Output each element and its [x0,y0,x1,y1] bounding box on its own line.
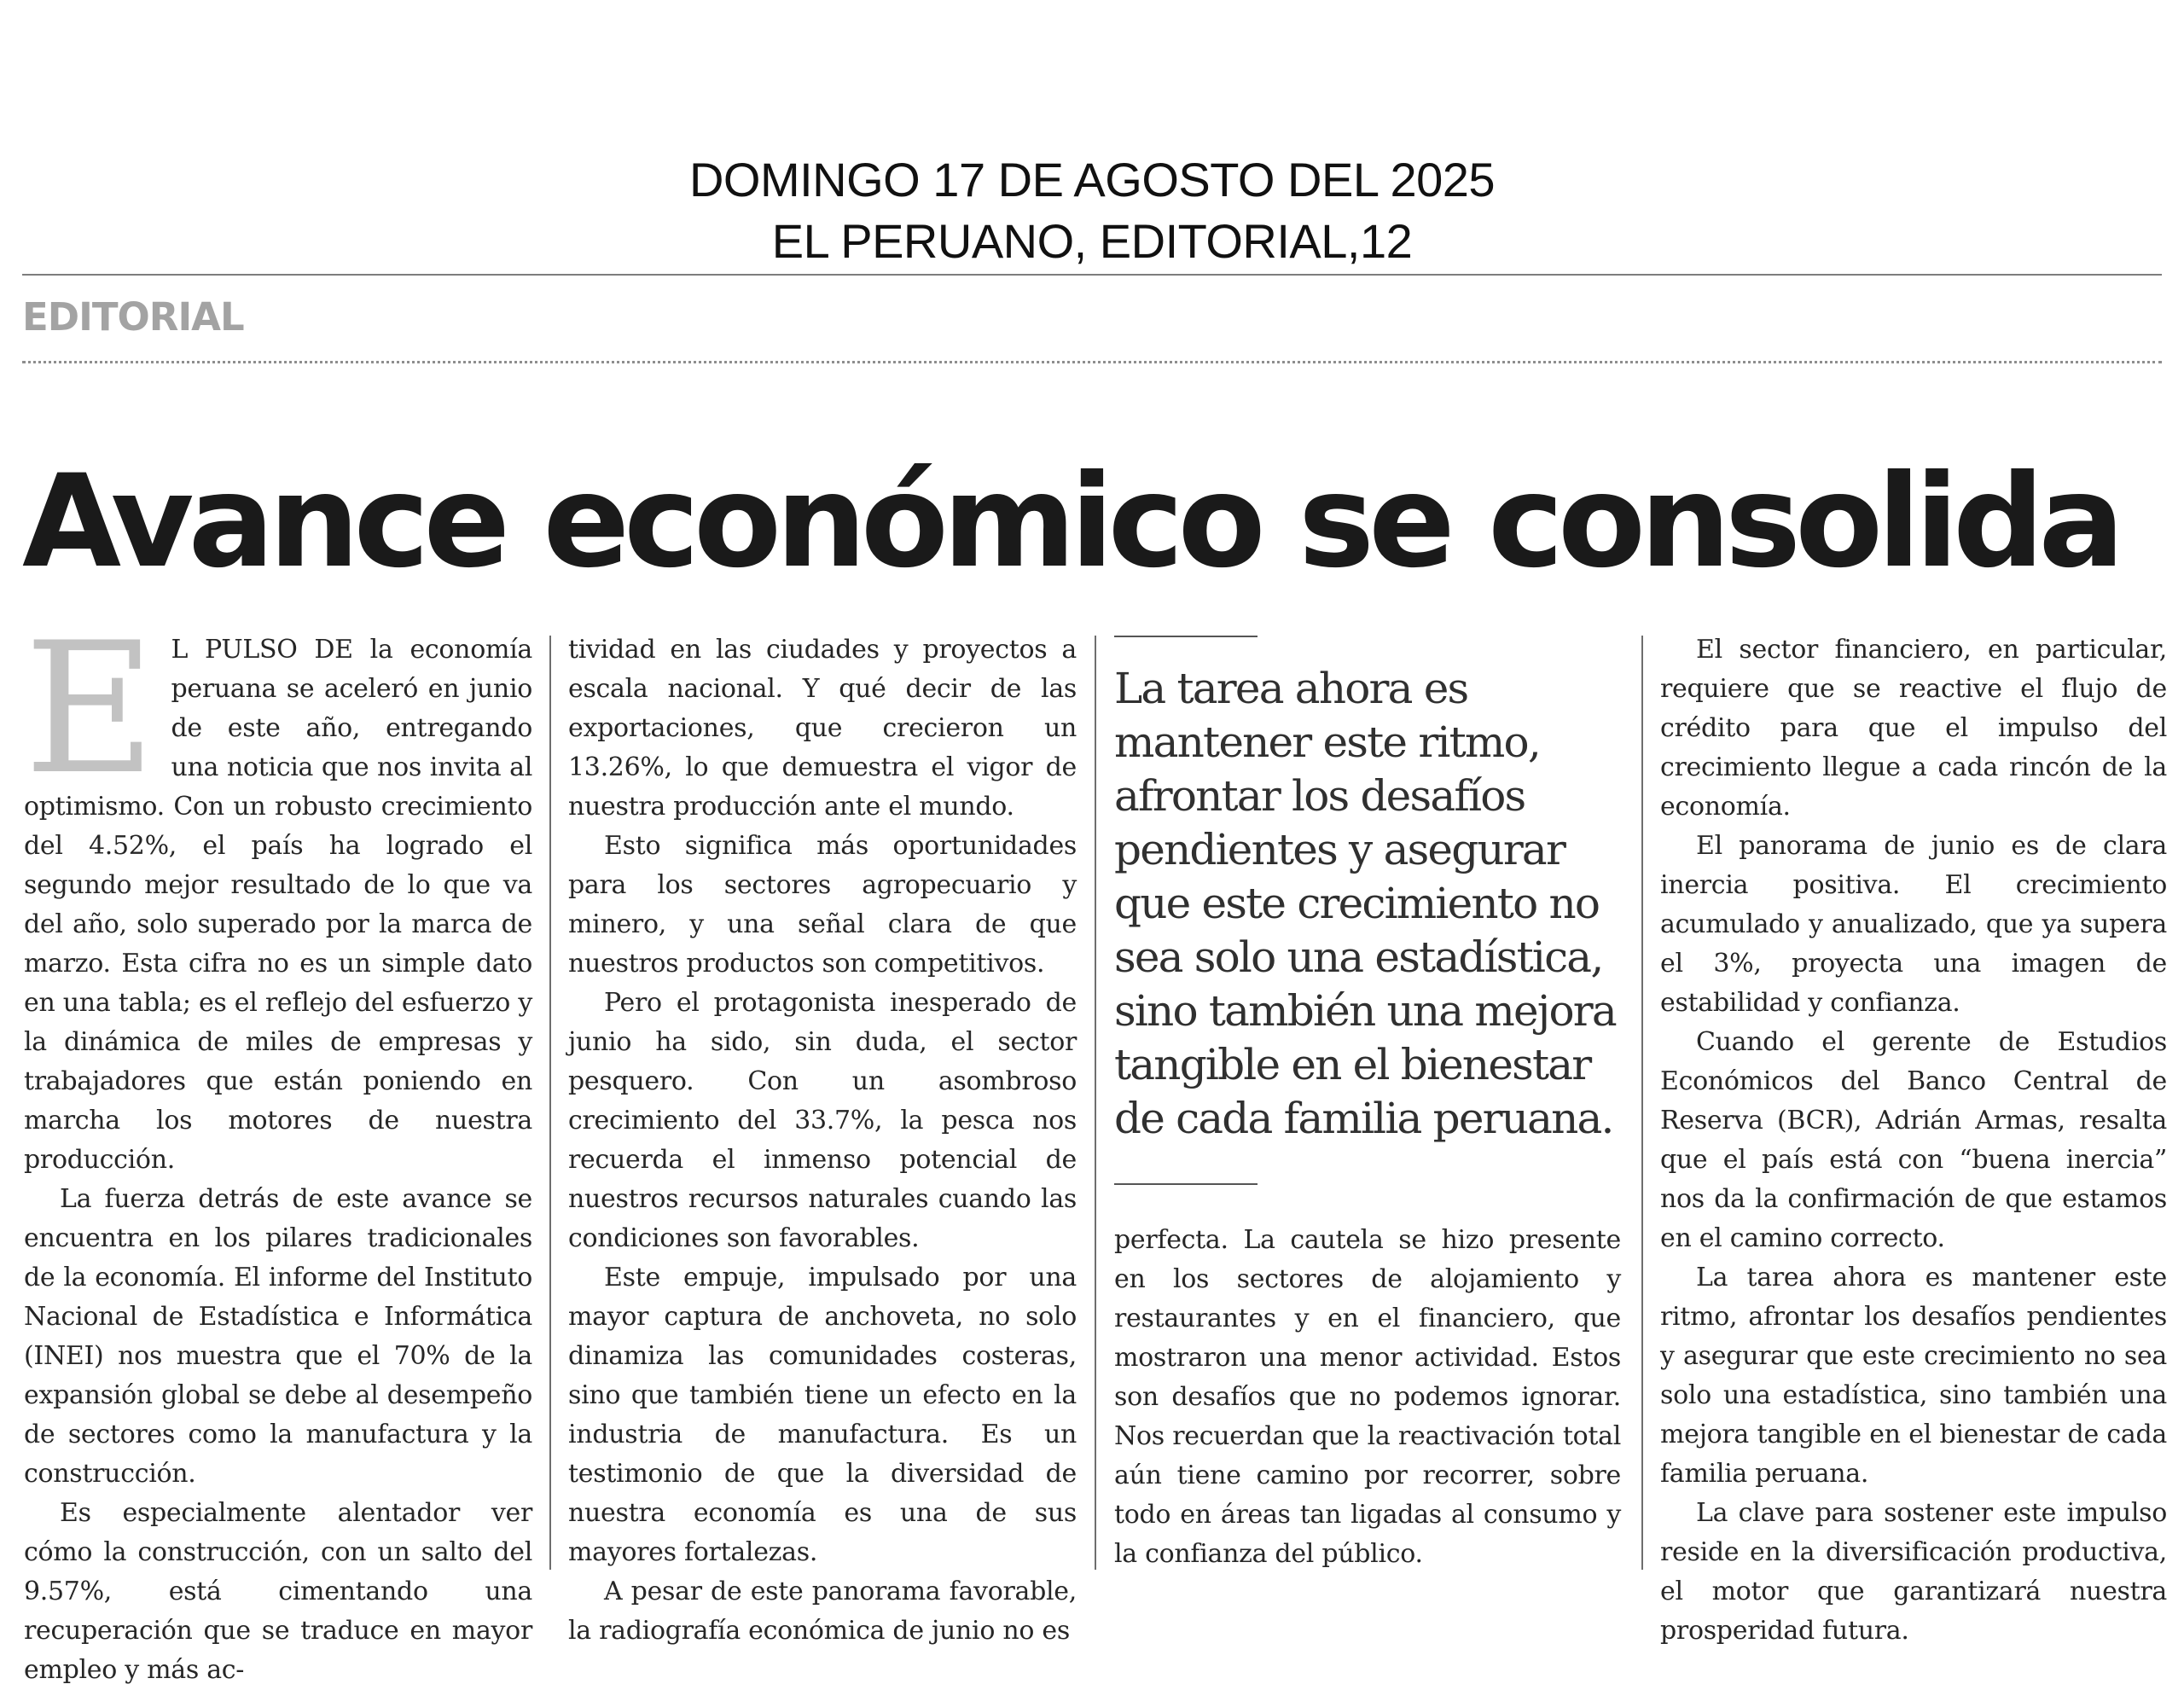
date-line: DOMINGO 17 DE AGOSTO DEL 2025 [688,153,1496,206]
paragraph: Pero el protagonista inesperado de junio ha sido, sin duda, el sector pesquero. Con un asombroso crecimiento del 33.7%, la pesca nos recuerda el inmenso potencial de nuestros recursos naturales cuando las condiciones son favorables. [568,988,1077,1253]
paragraph: Cuando el gerente de Estudios Económicos del Banco Central de Reserva (BCR), Adrián Armas, resalta que el país está con “buena inercia” nos da la confirmación de que estamos en el camino correcto. [1660,1027,2167,1253]
article-column-3 [1114,1221,1621,1574]
article-column-4 [1660,630,2167,1651]
section-dotted-divider [22,361,2162,363]
pull-quote-bottom-rule [1114,1183,1258,1185]
source-line: EL PERUANO, EDITORIAL,12 [771,214,1413,268]
header-divider [22,274,2162,276]
article-column-2 [568,630,1077,1651]
article-column-1 [24,603,532,1690]
drop-cap: E [24,603,156,814]
headline: Avance económico se consolida [22,448,2119,596]
paragraph: La fuerza detrás de este avance se encuentra en los pilares tradicionales de la economía. El informe del Instituto Nacional de Estadística e Informática (INEI) nos muestra que el 70% de la expansión global se debe al desempeño de sectores como la manufactura y la construcción. [24,1184,532,1489]
paragraph: Este empuje, impulsado por una mayor captura de anchoveta, no solo dinamiza las comunidades costeras, sino que también tiene un efecto en la industria de manufactura. Es un testimonio de que la diversidad de nuestra economía es una de sus mayores fortalezas. [568,1263,1077,1567]
paragraph: perfecta. La cautela se hizo presente en los sectores de alojamiento y restaurantes y en el financiero, que mostraron una menor actividad. Estos son desafíos que no podemos ignorar. Nos recuerdan que la reactivación total aún tiene camino por recorrer, sobre todo en áreas tan ligadas al consumo y la confianza del público. [1114,1225,1621,1569]
paragraph: L PULSO DE la economía peruana se aceleró en junio de este año, entregando una noticia que nos invita al optimismo. Con un robusto crecimiento del 4.52%, el país ha logrado el segundo mejor resultado de lo que va del año, solo superado por la marca de marzo. Esta cifra no es un simple dato en una tabla; es el reflejo del esfuerzo y la dinámica de miles de empresas y trabajadores que están poniendo en marcha los motores de nuestra producción. [24,635,532,1175]
paragraph: La clave para sostener este impulso reside en la diversificación productiva, el motor que garantizará nuestra prosperidad futura. [1660,1498,2167,1646]
paragraph: tividad en las ciudades y proyectos a escala nacional. Y qué decir de las exportaciones, que crecieron un 13.26%, lo que demuestra el vigor de nuestra producción ante el mundo. [568,635,1077,822]
paragraph: Esto significa más oportunidades para los sectores agropecuario y minero, y una señal clara de que nuestros productos son competitivos. [568,831,1077,979]
section-label: EDITORIAL [22,294,244,340]
column-divider-1 [549,636,551,1570]
column-divider-2 [1095,636,1096,1570]
pull-quote-top-rule [1114,636,1258,637]
paragraph: El sector financiero, en particular, requiere que se reactive el flujo de crédito para que el impulso del crecimiento llegue a cada rincón de la economía. [1660,635,2167,822]
pull-quote: La tarea ahora es mantener este ritmo, afrontar los desafíos pendientes y asegurar que este crecimiento no sea solo una estadística, sino también una mejora tangible en el bienestar de cada familia peruana. [1114,664,1616,1143]
paragraph: A pesar de este panorama favorable, la radiografía económica de junio no es [568,1577,1077,1646]
paragraph: El panorama de junio es de clara inercia positiva. El crecimiento acumulado y anualizado, que ya supera el 3%, proyecta una imagen de estabilidad y confianza. [1660,831,2167,1018]
paragraph: Es especialmente alentador ver cómo la construcción, con un salto del 9.57%, está cimentando una recuperación que se traduce en mayor empleo y más ac- [24,1498,532,1685]
paragraph: La tarea ahora es mantener este ritmo, afrontar los desafíos pendientes y asegurar que este crecimiento no sea solo una estadística, sino también una mejora tangible en el bienestar de cada familia peruana. [1660,1263,2167,1489]
column-divider-3 [1641,636,1643,1570]
